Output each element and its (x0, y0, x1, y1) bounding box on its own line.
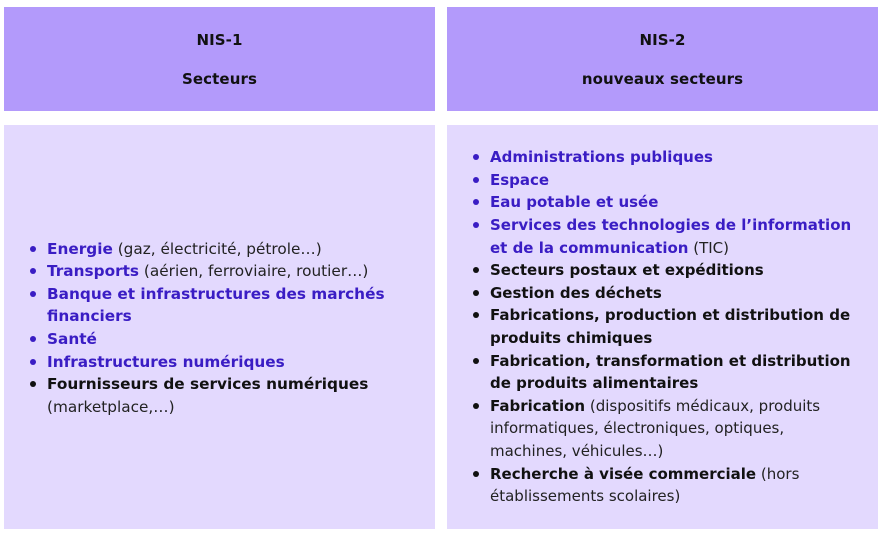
bullet-icon (473, 199, 479, 205)
sector-name: Espace (490, 170, 550, 189)
sector-name: Fabrications, production et distribution de produits chimiques (490, 306, 851, 347)
list-item (471, 463, 863, 508)
sector-detail: (hors établissements scolaires) (490, 464, 800, 506)
nis2-header (447, 7, 878, 111)
list-item (28, 373, 398, 418)
bullet-icon (30, 336, 36, 342)
bullet-icon (30, 381, 36, 387)
sector-name: Santé (47, 330, 97, 348)
list-item (471, 146, 863, 169)
nis2-subtitle: nouveaux secteurs (581, 69, 744, 88)
list-item (28, 328, 398, 351)
nis1-sectors-panel (4, 125, 435, 529)
sector-name: Energie (47, 239, 113, 258)
sector-name: Gestion des déchets (490, 283, 662, 302)
sector-name: Recherche à visée commerciale (490, 464, 757, 483)
list-item (471, 214, 863, 259)
nis1-header (4, 7, 435, 111)
sector-detail: (aérien, ferroviaire, routier…) (139, 262, 369, 281)
sector-name: Administrations publiques (490, 148, 713, 167)
list-item (471, 304, 863, 349)
bullet-icon (473, 471, 479, 477)
sector-name: Services des technologies de l’information et de la communication (490, 216, 852, 257)
nis2-title: NIS-2 (639, 30, 686, 49)
list-item (471, 395, 863, 463)
bullet-icon (473, 267, 479, 273)
sector-name: Transports (47, 262, 140, 281)
list-item (28, 238, 398, 261)
list-item (28, 351, 398, 374)
bullet-icon (473, 154, 479, 160)
nis1-sector-list (28, 238, 398, 419)
nis2-sectors-panel (447, 125, 878, 529)
sector-name: Fournisseurs de services numériques (47, 375, 369, 394)
sector-detail: (dispositifs médicaux, produits informatiques, électroniques, optiques, machines, véhicules…) (490, 396, 821, 460)
sector-detail: (TIC) (688, 238, 729, 257)
sector-name: Secteurs postaux et expéditions (490, 261, 764, 280)
bullet-icon (473, 222, 479, 228)
sector-detail: (marketplace,…) (47, 397, 175, 416)
bullet-icon (473, 358, 479, 364)
list-item (28, 283, 398, 328)
list-item (28, 260, 398, 283)
sector-name: Fabrication, transformation et distribution de produits alimentaires (490, 351, 851, 393)
bullet-icon (30, 246, 36, 252)
list-item (471, 259, 863, 282)
nis1-subtitle: Secteurs (181, 69, 258, 88)
list-item (471, 350, 863, 395)
sector-name: Infrastructures numériques (47, 352, 285, 371)
sector-name: Eau potable et usée (490, 193, 659, 212)
bullet-icon (473, 177, 479, 183)
bullet-icon (473, 403, 479, 409)
list-item (471, 169, 863, 192)
list-item (471, 191, 863, 214)
nis2-sector-list (471, 146, 863, 508)
bullet-icon (473, 312, 479, 318)
bullet-icon (30, 268, 36, 274)
bullet-icon (30, 291, 36, 297)
nis1-title: NIS-1 (196, 30, 243, 49)
sector-detail: (gaz, électricité, pétrole…) (112, 239, 322, 258)
sector-name: Banque et infrastructures des marchés financiers (47, 284, 385, 326)
bullet-icon (473, 290, 479, 296)
sector-name: Fabrication (490, 396, 586, 415)
list-item (471, 282, 863, 305)
bullet-icon (30, 359, 36, 365)
